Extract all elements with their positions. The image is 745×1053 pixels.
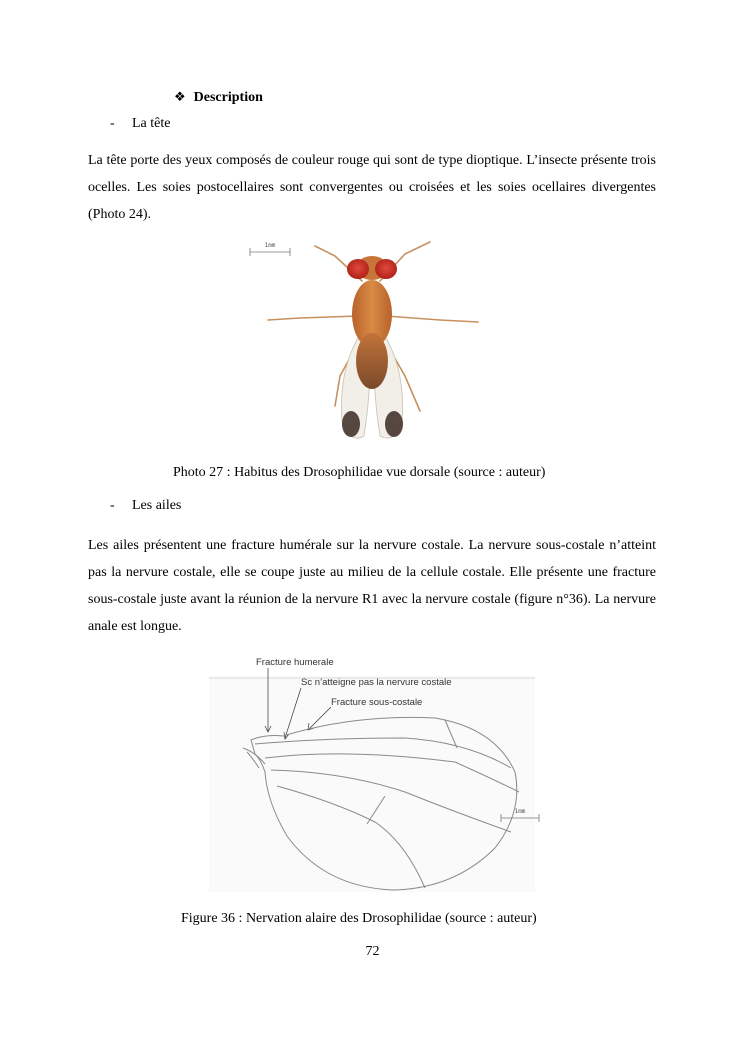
scale-bar (250, 242, 290, 256)
photo-scale-label: 1mm (264, 242, 276, 249)
page-number: 72 (365, 944, 380, 959)
fly-eye-right (375, 259, 397, 279)
label-humeral: Fracture humerale (256, 657, 334, 668)
subheading-wings (110, 498, 181, 514)
subheading-head (110, 116, 170, 132)
subheading-wings-label: Les ailes (132, 498, 182, 513)
label-subcostal: Fracture sous-costale (331, 697, 423, 708)
dash: - (110, 498, 115, 513)
section-title (174, 89, 263, 106)
subheading-head-label: La tête (132, 116, 171, 131)
diamond-bullet-icon: ❖ (174, 89, 186, 104)
fly-eye-left (347, 259, 369, 279)
dash: - (110, 116, 115, 131)
wing-figure (205, 652, 545, 894)
paragraph-wings: Les ailes présentent une fracture humérale sur la nervure costale. La nervure sous-costale n’atteint pas la nervure costale, elle se coupe juste au milieu de la cellule costale. Elle présente une fracture sous-costale juste avant la réunion de la nervure R1 avec la nervure costale (figure n°36). La nervure anale est longue. (88, 538, 656, 634)
wing-scale-label: 1mm (514, 808, 526, 815)
paragraph-head: La tête porte des yeux composés de couleur rouge qui sont de type dioptique. L’insecte présente trois ocelles. Les soies postocellaires sont convergentes ou croisées et les soies ocellaires divergentes (Photo 24). (88, 153, 656, 222)
fly-photo (240, 236, 490, 448)
photo-caption: Photo 27 : Habitus des Drosophilidae vue dorsale (source : auteur) (173, 465, 546, 480)
section-title-text: Description (193, 90, 263, 105)
label-sc: Sc n’atteigne pas la nervure costale (301, 677, 452, 688)
figure-caption: Figure 36 : Nervation alaire des Drosophilidae (source : auteur) (181, 911, 537, 926)
